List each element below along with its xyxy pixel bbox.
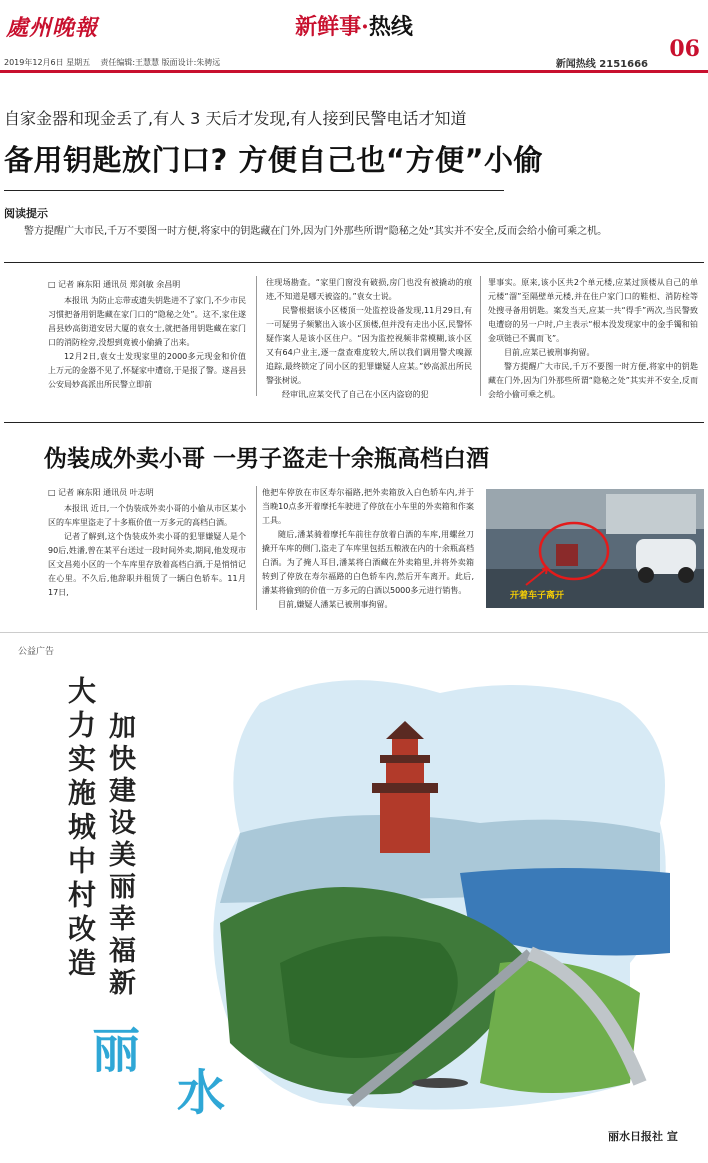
section-name: 新鲜事· — [295, 14, 369, 40]
paragraph: 本报讯 为防止忘带或遗失钥匙进不了家门,不少市民习惯把备用钥匙藏在家门口的“隐秘之处”。这不,家住遂昌县妙高街道安居大厦的袁女士,就把备用钥匙藏在家门口的消防栓旁,没想到竟被小偷撬了出来。 — [48, 296, 246, 347]
paragraph: 民警根据该小区楼顶一处监控设备发现,11月29日,有一可疑男子频繁出入该小区顶楼,但并没有走出小区,民警怀疑作案人是该小区住户。“因为监控视频非常模糊,该小区又有64户业主,逐一盘查难度较大,所以我们调用警犬嗅源追踪,最终锁定了同小区的犯罪嫌疑人应某。”妙高派出所民警张树说。 — [266, 306, 472, 385]
column-divider — [256, 276, 257, 396]
article-byline: □ 记者 麻东阳 通讯员 郑剑敏 余昌明 — [48, 280, 181, 289]
column-divider — [256, 486, 257, 610]
header-divider — [0, 70, 708, 73]
ad-slogan-2: 加快建设美丽幸福新 — [104, 712, 135, 1000]
article-column-2 — [266, 276, 472, 402]
city-name — [92, 1012, 226, 1121]
news-hotline: 新闻热线 2151666 — [555, 59, 648, 70]
page-number: 06 — [669, 36, 700, 62]
column-divider — [480, 276, 481, 396]
paragraph: 他把车停放在市区寿尔福路,把外卖箱放入白色轿车内,并于当晚10点多开着摩托车驶进了停放在小车里的外卖箱和作案工具。 — [262, 488, 474, 525]
paragraph: 目前,嫌疑人潘某已被刑事拘留。 — [278, 600, 393, 609]
article2-byline: □ 记者 麻东阳 通讯员 叶志明 — [48, 488, 154, 497]
ad-slogan-1: 大力实施城中村改造 — [64, 676, 97, 982]
paragraph: 12月2日,袁女士发现家里的2000多元现金和价值上万元的金器不见了,怀疑家中遭窃,于是报了警。遂昌县公安局妙高派出所民警立即前 — [48, 352, 246, 389]
paragraph: 目前,应某已被刑事拘留。 — [504, 348, 595, 357]
issue-date: 2019年12月6日 星期五 责任编辑:王慧慧 版面设计:朱骋远 — [4, 58, 221, 67]
article-column-3 — [488, 276, 698, 402]
city-name-char-1: 丽 — [92, 1023, 141, 1079]
paragraph: 经审讯,应某交代了自己在小区内盗窃的犯 — [282, 390, 429, 399]
ad-label: 公益广告 — [18, 647, 55, 657]
section-name-bold: 热线 — [368, 14, 413, 40]
paragraph: 罪事实。原来,该小区共2个单元楼,应某过顶楼从自己的单元楼“溜”至隔壁单元楼,并在住户家门口的鞋柜、消防栓等处搜寻备用钥匙。案发当天,应某一共“得手”两次,当民警致电遭窃的另一户时,户主表示“根本没发现家中的金手镯和铂金项链已不翼而飞”。 — [488, 278, 698, 343]
newspaper-logo: 處州晚報 — [6, 15, 99, 41]
article2-column-2 — [262, 486, 474, 612]
paragraph: 记者了解到,这个伪装成外卖小哥的犯罪嫌疑人是个90后,姓潘,曾在某平台送过一段时间外卖,期间,他发现市区文昌苑小区的一个车库里存放着高档白酒,于是悄悄记在心里。不久后,他辞职并租赁了一辆白色轿车。11月17日, — [48, 532, 246, 597]
masthead — [0, 0, 708, 62]
article-column-1 — [48, 294, 246, 392]
paragraph: 往现场勘查。“家里门窗没有破损,房门也没有被撬动的痕迹,不知道是哪天被盗的。”袁女士说。 — [266, 278, 472, 301]
paragraph: 本报讯 近日,一个伪装成外卖小哥的小偷从市区某小区的车库里盗走了十多瓶价值一万多元的高档白酒。 — [48, 504, 246, 527]
reader-tip-body: 警方提醒广大市民,千万不要图一时方便,将家中的钥匙藏在门外,因为门外那些所谓“隐秘之处”其实并不安全,反而会给小偷可乘之机。 — [24, 226, 608, 237]
article-deck: 自家金器和现金丢了,有人 3 天后才发现,有人接到民警电话才知道 — [4, 109, 467, 128]
paragraph: 随后,潘某骑着摩托车前往存放着白酒的车库,用螺丝刀撬开车库的侧门,盗走了车库里包括五粮液在内的十余瓶高档白酒。为了掩人耳目,潘某将白酒藏在外卖箱里,并将外卖箱转到了停放在寿尔福路的白色轿车内,然后开车离开。此后,潘某将偷到的价值一万多元的白酒以5000多元进行销售。 — [262, 530, 474, 595]
ad-sponsor: 丽水日报社 宣 — [608, 1130, 678, 1143]
article2-column-1 — [48, 502, 246, 600]
city-name-char-2: 水 — [177, 1065, 226, 1121]
paragraph: 警方提醒广大市民,千万不要图一时方便,将家中的钥匙藏在门外,因为门外那些所谓“隐秘之处”其实并不安全,反而会给小偷可乘之机。 — [488, 362, 698, 399]
article-separator — [4, 422, 704, 423]
photo-caption: 开着车子离开 — [510, 591, 565, 601]
reader-tip-title: 阅读提示 — [4, 207, 48, 220]
section-title — [0, 10, 708, 41]
article-headline: 备用钥匙放门口? 方便自己也“方便”小偷 — [4, 143, 544, 177]
article2-headline: 伪装成外卖小哥 一男子盗走十余瓶高档白酒 — [44, 446, 490, 472]
info-bar — [0, 54, 708, 68]
scenery-illustration — [200, 663, 690, 1143]
headline-rule — [4, 190, 504, 191]
reader-tip-rule — [4, 262, 704, 263]
